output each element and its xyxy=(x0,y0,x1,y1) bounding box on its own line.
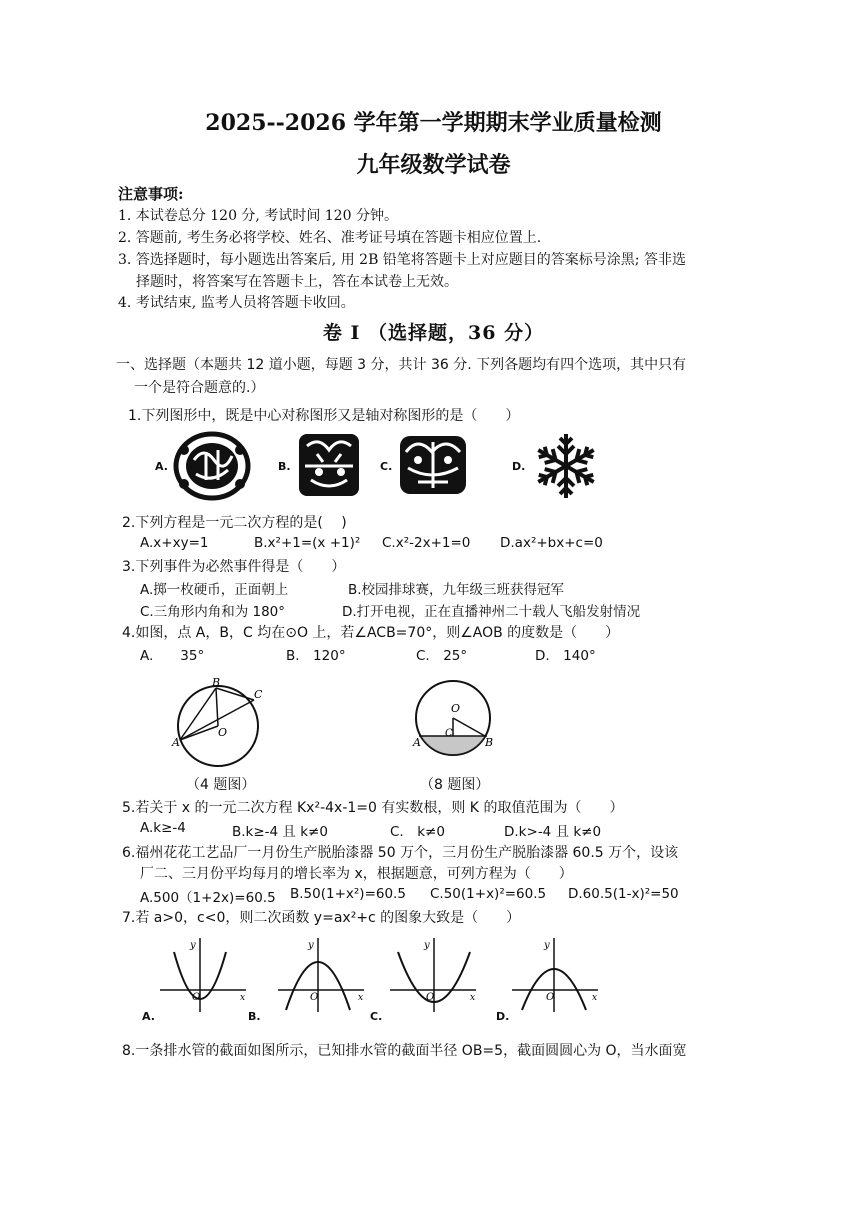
q4-option-d: D. 140° xyxy=(535,648,596,664)
note-item-2: 2. 答题前, 考生务必将学校、姓名、准考证号填在答题卡相应位置上. xyxy=(118,230,542,246)
q7-graph-c xyxy=(390,934,480,1014)
svg-text:O: O xyxy=(310,992,319,1003)
q5-option-b: B.k≥-4 且 k≠0 xyxy=(232,824,328,840)
q2-option-d: D.ax²+bx+c=0 xyxy=(500,535,603,551)
q4-stem: 4.如图，点 A，B，C 均在⊙O 上，若∠ACB=70°，则∠AOB 的度数是（ ） xyxy=(122,625,620,641)
q3-option-c: C.三角形内角和为 180° xyxy=(140,604,286,620)
q1-option-c-label: C. xyxy=(380,460,393,473)
svg-text:x: x xyxy=(240,993,246,1003)
figure-8-caption: （8 题图） xyxy=(420,777,490,793)
note-item-1: 1. 本试卷总分 120 分, 考试时间 120 分钟。 xyxy=(118,208,398,224)
svg-text:y: y xyxy=(308,940,314,951)
q1-option-a-label: A. xyxy=(155,460,168,473)
svg-text:x: x xyxy=(358,993,364,1003)
q4-option-a: A. 35° xyxy=(140,648,205,664)
paper-cut-pattern-c-image xyxy=(398,432,468,498)
svg-text:O: O xyxy=(426,992,435,1003)
q2-option-b: B.x²+1=(x +1)² xyxy=(254,535,361,551)
section-intro-cont: 一个是符合题意的.） xyxy=(134,380,265,396)
fig8-label-b: B xyxy=(485,736,494,749)
svg-text:y: y xyxy=(190,940,196,951)
q1-option-d-label: D. xyxy=(512,460,526,473)
q6-option-d: D.60.5(1-x)²=50 xyxy=(568,886,679,902)
fu-character-symbol-image xyxy=(172,430,252,502)
q1-option-b-label: B. xyxy=(278,460,291,473)
q2-stem: 2.下列方程是一元二次方程的是( ) xyxy=(122,515,347,531)
q4-option-c: C. 25° xyxy=(416,648,468,664)
q8-stem: 8.一条排水管的截面如图所示，已知排水管的截面半径 OB=5，截面圆圆心为 O，当水面宽 xyxy=(122,1043,687,1059)
fig8-label-o: O xyxy=(451,702,461,715)
q6-stem: 6.福州花花工艺品厂一月份生产脱胎漆器 50 万个，三月份生产脱胎漆器 60.5 万个，设该 xyxy=(122,845,679,861)
note-item-3-cont: 择题时，将答案写在答题卡上，答在本试卷上无效。 xyxy=(136,274,458,290)
q3-option-a: A.掷一枚硬币，正面朝上 xyxy=(140,582,289,598)
q5-option-c: C. k≠0 xyxy=(390,824,445,840)
section-title: 卷 Ⅰ （选择题，36 分） xyxy=(322,322,545,344)
note-item-3: 3. 答选择题时，每小题选出答案后, 用 2B 铅笔将答题卡上对应题目的答案标号涂黑; 答非选 xyxy=(118,252,686,268)
q7-stem: 7.若 a>0，c<0，则二次函数 y=ax²+c 的图象大致是（ ） xyxy=(122,910,521,926)
q3-option-b: B.校园排球赛，九年级三班获得冠军 xyxy=(348,582,565,598)
q4-option-b: B. 120° xyxy=(286,648,346,664)
q7-option-a-label: A. xyxy=(142,1010,155,1023)
figure-8-pipe-diagram xyxy=(405,672,501,768)
svg-text:O: O xyxy=(546,992,555,1003)
svg-text:y: y xyxy=(544,940,550,951)
q3-option-d: D.打开电视，正在直播神州二十载人飞船发射情况 xyxy=(342,604,641,620)
q6-stem-cont: 厂二、三月份平均每月的增长率为 x，根据题意，可列方程为（ ） xyxy=(140,866,573,882)
snowflake-image xyxy=(530,430,602,502)
q7-graph-a xyxy=(160,934,250,1014)
exam-title: 2025--2026 学年第一学期期末学业质量检测 xyxy=(205,110,662,136)
q6-option-a: A.500（1+2x)=60.5 xyxy=(140,890,276,906)
svg-text:x: x xyxy=(470,993,476,1003)
fig4-label-a: A xyxy=(172,736,180,749)
section-intro: 一、选择题（本题共 12 道小题，每题 3 分，共计 36 分. 下列各题均有四个选项，其中只有 xyxy=(116,357,687,373)
fig4-label-b: B xyxy=(212,676,221,689)
svg-text:O: O xyxy=(192,992,201,1003)
q7-graph-d xyxy=(512,934,602,1014)
q6-option-b: B.50(1+x²)=60.5 xyxy=(290,886,406,902)
notes-heading: 注意事项: xyxy=(118,185,184,203)
q6-option-c: C.50(1+x)²=60.5 xyxy=(430,886,547,902)
q2-option-c: C.x²-2x+1=0 xyxy=(382,535,471,551)
q5-option-a: A.k≥-4 xyxy=(140,820,186,836)
q3-stem: 3.下列事件为必然事件得是（ ） xyxy=(122,559,346,575)
q2-option-a: A.x+xy=1 xyxy=(140,535,209,551)
q7-option-c-label: C. xyxy=(370,1010,383,1023)
fig8-label-a: A xyxy=(413,736,421,749)
svg-text:x: x xyxy=(592,993,598,1003)
q5-stem: 5.若关于 x 的一元二次方程 Kx²-4x-1=0 有实数根，则 K 的取值范围为（ ） xyxy=(122,800,624,816)
q7-graph-b xyxy=(278,934,368,1014)
q5-option-d: D.k>-4 且 k≠0 xyxy=(504,824,602,840)
fig4-label-o: O xyxy=(218,726,228,739)
figure-4-circle-diagram xyxy=(168,674,268,770)
figure-4-caption: （4 题图） xyxy=(186,777,256,793)
note-item-4: 4. 考试结束, 监考人员将答题卡收回。 xyxy=(118,295,355,311)
q7-option-b-label: B. xyxy=(248,1010,261,1023)
paper-cut-pattern-b-image xyxy=(297,432,361,498)
q7-option-d-label: D. xyxy=(496,1010,510,1023)
q1-stem: 1.下列图形中，既是中心对称图形又是轴对称图形的是（ ） xyxy=(128,408,520,424)
exam-subtitle: 九年级数学试卷 xyxy=(356,152,511,178)
svg-text:y: y xyxy=(424,940,430,951)
fig8-label-c: C xyxy=(445,728,453,739)
fig4-label-c: C xyxy=(254,688,263,701)
